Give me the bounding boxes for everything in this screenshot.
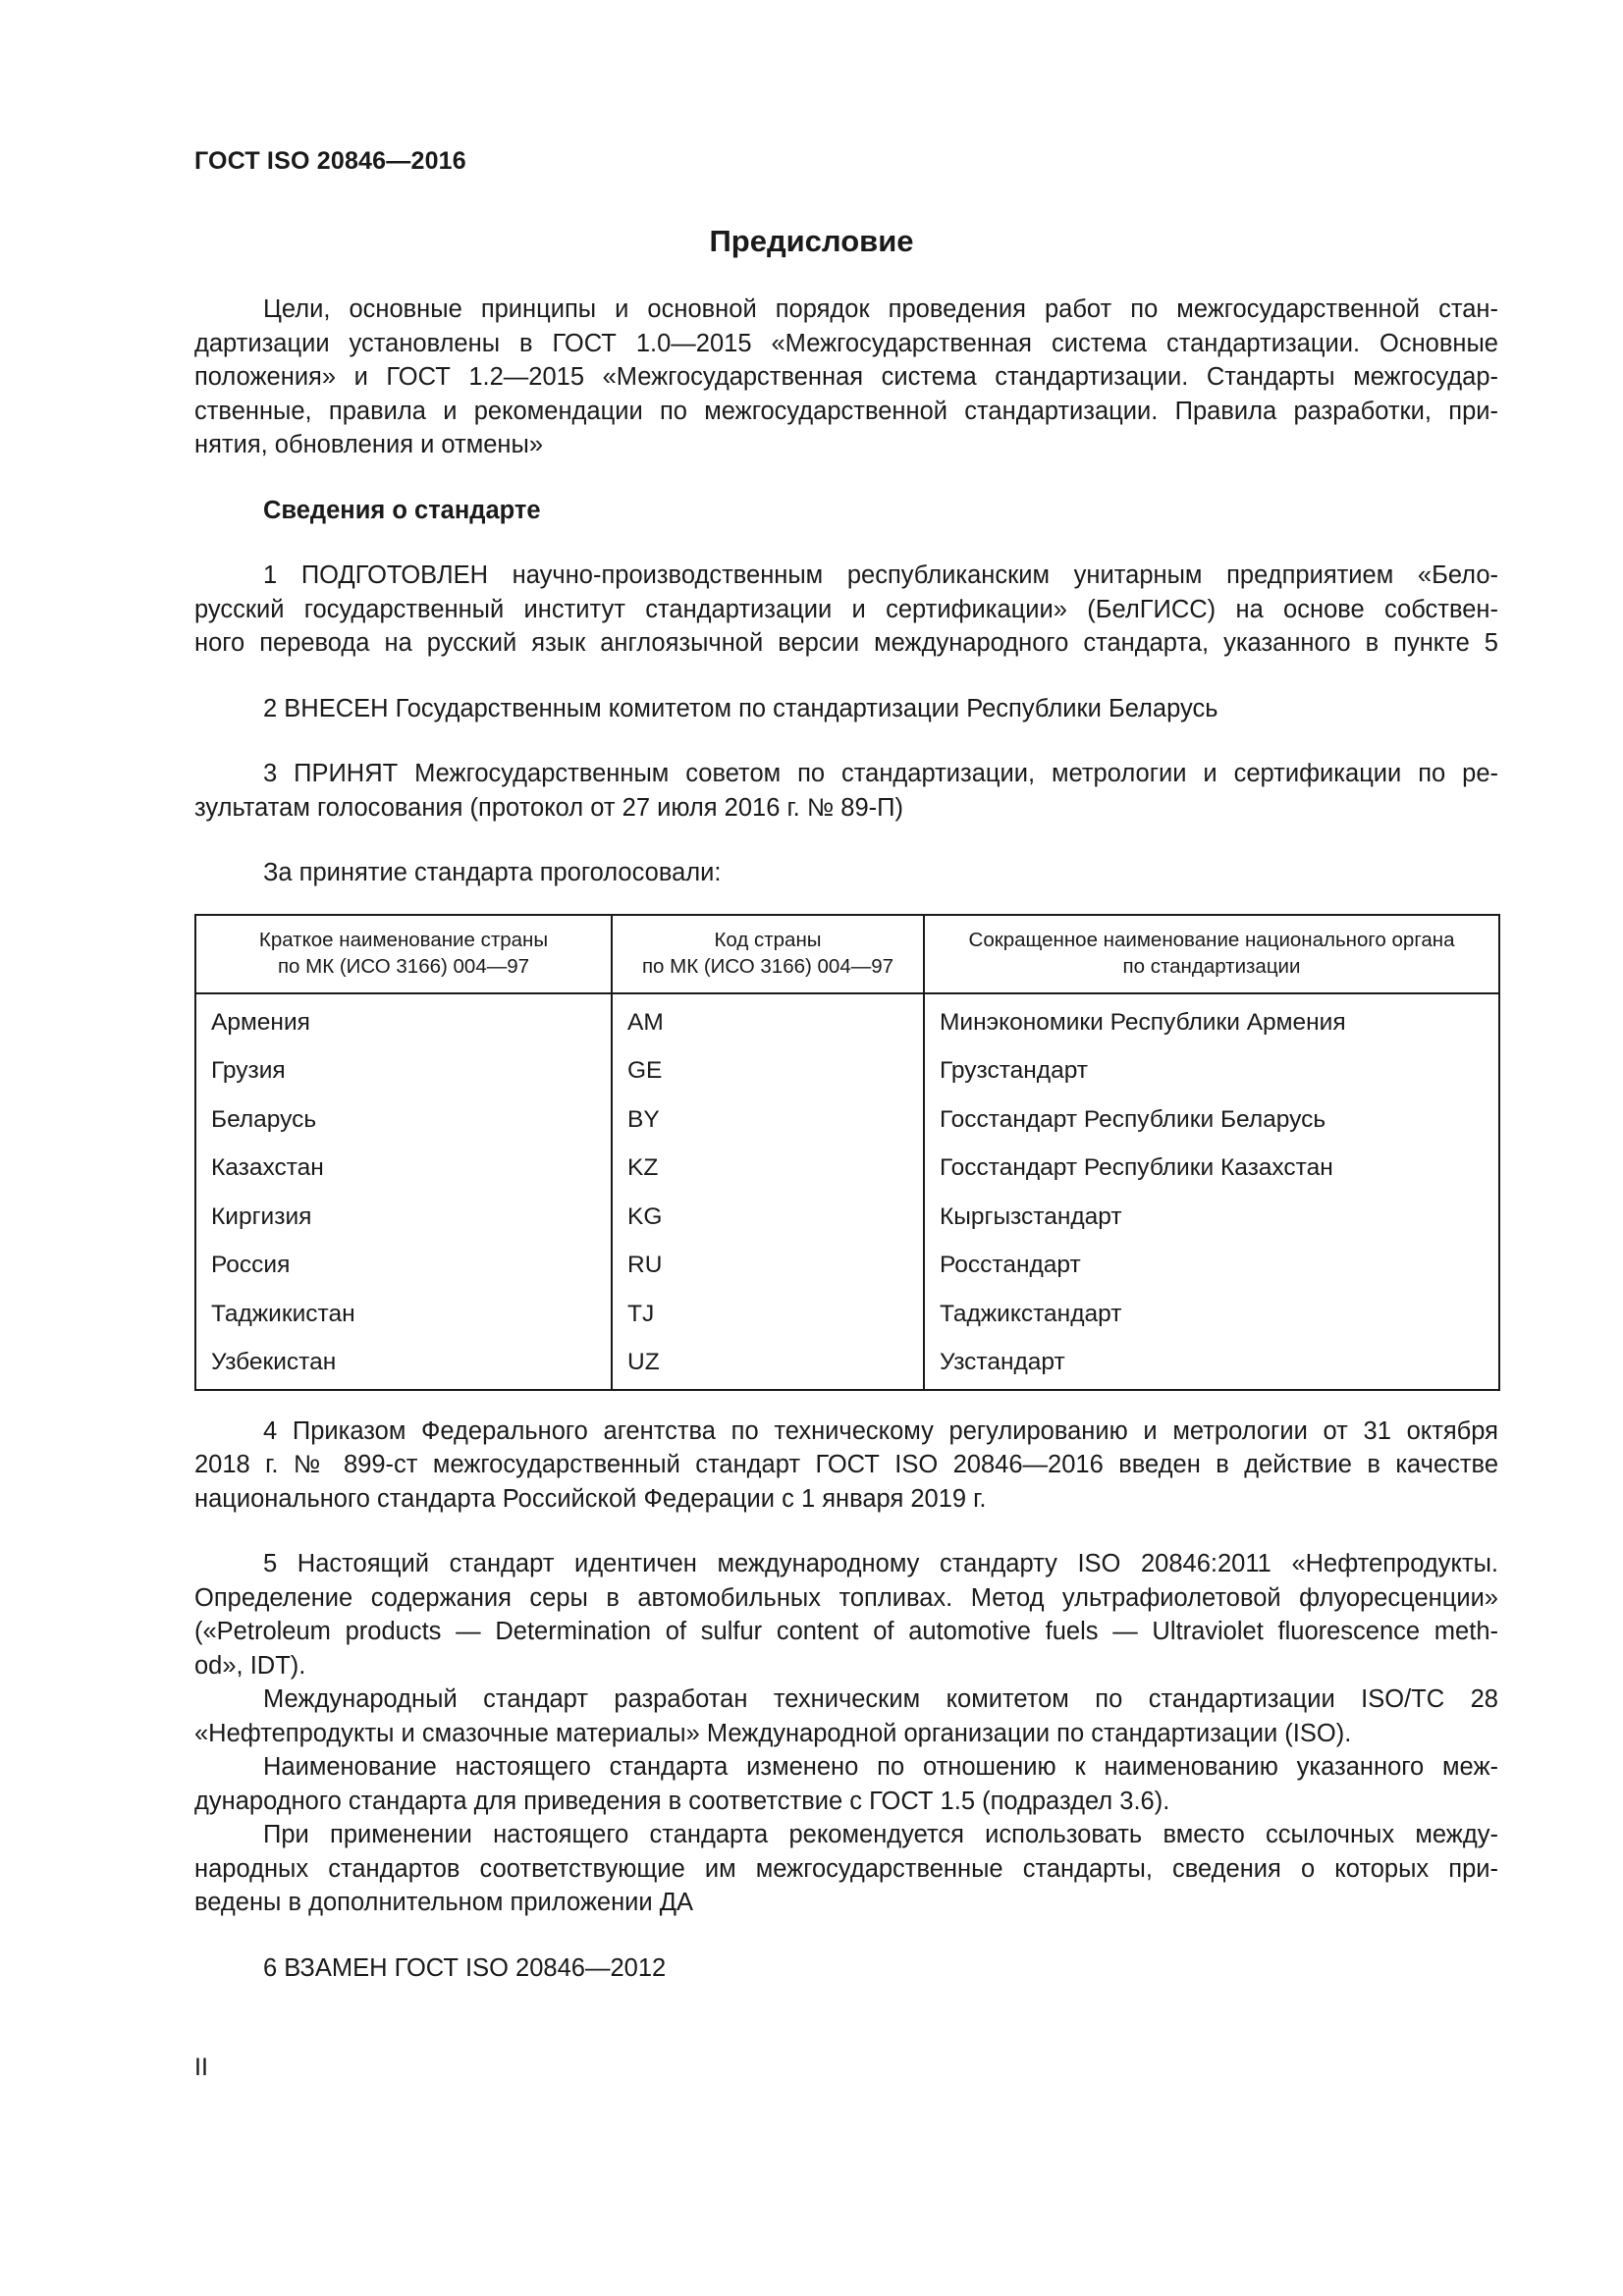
authority-cell: Узстандарт — [924, 1338, 1499, 1390]
text-line: ведены в дополнительном приложении ДА — [194, 1889, 694, 1916]
text-line: зультатам голосования (протокол от 27 июля 2016 г. № 89-П) — [194, 793, 903, 822]
column-header-code: Код страны по МК (ИСО 3166) 004—97 — [612, 915, 924, 993]
code-cell: TJ — [612, 1290, 924, 1339]
table-row — [195, 1241, 1499, 1290]
text-line: 3 ПРИНЯТ Межгосударственным советом по стандартизации, метрологии и сертификации по ре- — [263, 760, 1498, 787]
item-3-paragraph — [194, 757, 1498, 825]
voters-table — [194, 914, 1500, 1391]
code-cell: AM — [612, 993, 924, 1047]
text-line: ственные, правила и рекомендации по межгосударственной стандартизации. Правила разработки, при- — [194, 397, 1498, 425]
authority-cell: Грузстандарт — [924, 1046, 1499, 1095]
table-row — [195, 1144, 1499, 1193]
authority-cell: Госстандарт Республики Казахстан — [924, 1144, 1499, 1193]
document-header: ГОСТ ISO 20846—2016 — [194, 147, 466, 175]
section-title: Сведения о стандарте — [263, 496, 541, 524]
text-line: дународного стандарта для приведения в соответствие с ГОСТ 1.5 (подраздел 3.6). — [194, 1787, 1170, 1815]
text-line: 2 ВНЕСЕН Государственным комитетом по стандартизации Республики Беларусь — [263, 694, 1218, 722]
country-cell: Россия — [211, 1252, 291, 1278]
country-cell: Киргизия — [211, 1202, 312, 1230]
country-cell: Казахстан — [211, 1154, 324, 1181]
text-line: Цели, основные принципы и основной порядок проведения работ по межгосударственной стан- — [263, 295, 1498, 323]
country-cell: Узбекистан — [211, 1349, 337, 1375]
text-line: 1 ПОДГОТОВЛЕН научно-производственным республиканским унитарным предприятием «Бело- — [263, 561, 1498, 589]
intro-paragraph — [194, 293, 1498, 462]
country-cell: Грузия — [211, 1057, 286, 1084]
text-line: При применении настоящего стандарта рекомендуется использовать вместо ссылочных между- — [263, 1821, 1498, 1848]
code-cell: UZ — [612, 1338, 924, 1390]
text-line: 2018 г. № 899-ст межгосударственный стандарт ГОСТ ISO 20846—2016 введен в действие в качестве — [194, 1451, 1498, 1478]
authority-cell: Росстандарт — [924, 1241, 1499, 1290]
table-row — [195, 1290, 1499, 1339]
text-line: дартизации установлены в ГОСТ 1.0—2015 «Межгосударственная система стандартизации. Основные — [194, 329, 1498, 357]
item-6-paragraph — [194, 1951, 1498, 1986]
authority-cell: Госстандарт Республики Беларусь — [924, 1095, 1499, 1145]
text-line: нятия, обновления и отмены» — [194, 431, 544, 458]
table-header-row — [195, 915, 1499, 993]
country-cell: Беларусь — [211, 1105, 317, 1133]
page-title: Предисловие — [709, 224, 914, 258]
text-line: od», IDT). — [194, 1651, 306, 1680]
authority-cell: Минэкономики Республики Армения — [924, 993, 1499, 1047]
country-cell: Армения — [211, 1008, 310, 1036]
text-line: Международный стандарт разработан техническим комитетом по стандартизации ISO/TC 28 — [263, 1685, 1498, 1713]
code-cell: RU — [612, 1241, 924, 1290]
voted-intro — [194, 856, 1498, 890]
table-row — [195, 1046, 1499, 1095]
item-4-paragraph — [194, 1415, 1498, 1517]
column-header-country: Краткое наименование страны по МК (ИСО 3166) 004—97 — [195, 915, 612, 993]
column-header-authority: Сокращенное наименование национального органа по стандартизации — [924, 915, 1499, 993]
text-line: За принятие стандарта проголосовали: — [263, 859, 722, 886]
text-line: русский государственный институт стандартизации и сертификации» (БелГИСС) на основе собствен- — [194, 595, 1498, 623]
authority-cell: Кыргызстандарт — [924, 1193, 1499, 1242]
table-row — [195, 993, 1499, 1047]
item-5-paragraph — [194, 1547, 1498, 1920]
table-row — [195, 1193, 1499, 1242]
item-1-paragraph — [194, 559, 1498, 661]
text-line: положения» и ГОСТ 1.2—2015 «Межгосударственная система стандартизации. Стандарты межгосудар- — [194, 363, 1498, 391]
page-number: II — [194, 2054, 208, 2081]
text-line: народных стандартов соответствующие им межгосударственные стандарты, сведения о которых при- — [194, 1854, 1498, 1883]
text-line: 5 Настоящий стандарт идентичен международному стандарту ISO 20846:2011 «Нефтепродукты. — [263, 1550, 1498, 1577]
text-line: «Нефтепродукты и смазочные материалы» Международной организации по стандартизации (ISO). — [194, 1719, 1352, 1747]
code-cell: BY — [612, 1095, 924, 1145]
country-cell: Таджикистан — [211, 1300, 355, 1327]
text-line: ного перевода на русский язык англоязычной версии международного стандарта, указанного в пункте 5 — [194, 629, 1498, 657]
text-line: 4 Приказом Федерального агентства по техническому регулированию и метрологии от 31 октября — [263, 1416, 1498, 1445]
code-cell: GE — [612, 1046, 924, 1095]
text-line: национального стандарта Российской Федерации с 1 января 2019 г. — [194, 1484, 987, 1513]
item-2-paragraph — [194, 692, 1498, 726]
text-line: Определение содержания серы в автомобильных топливах. Метод ультрафиолетовой флуоресценции» — [194, 1583, 1498, 1612]
text-line: Наименование настоящего стандарта изменено по отношению к наименованию указанного меж- — [263, 1753, 1498, 1781]
code-cell: KG — [612, 1193, 924, 1242]
authority-cell: Таджикстандарт — [924, 1290, 1499, 1339]
table-row — [195, 1338, 1499, 1390]
document-body — [194, 293, 1498, 1985]
text-line: («Petroleum products — Determination of sulfur content of automotive fuels — Ultraviolet fluorescence meth- — [194, 1618, 1498, 1645]
text-line: 6 ВЗАМЕН ГОСТ ISO 20846—2012 — [263, 1953, 667, 1982]
table-row — [195, 1095, 1499, 1145]
code-cell: KZ — [612, 1144, 924, 1193]
